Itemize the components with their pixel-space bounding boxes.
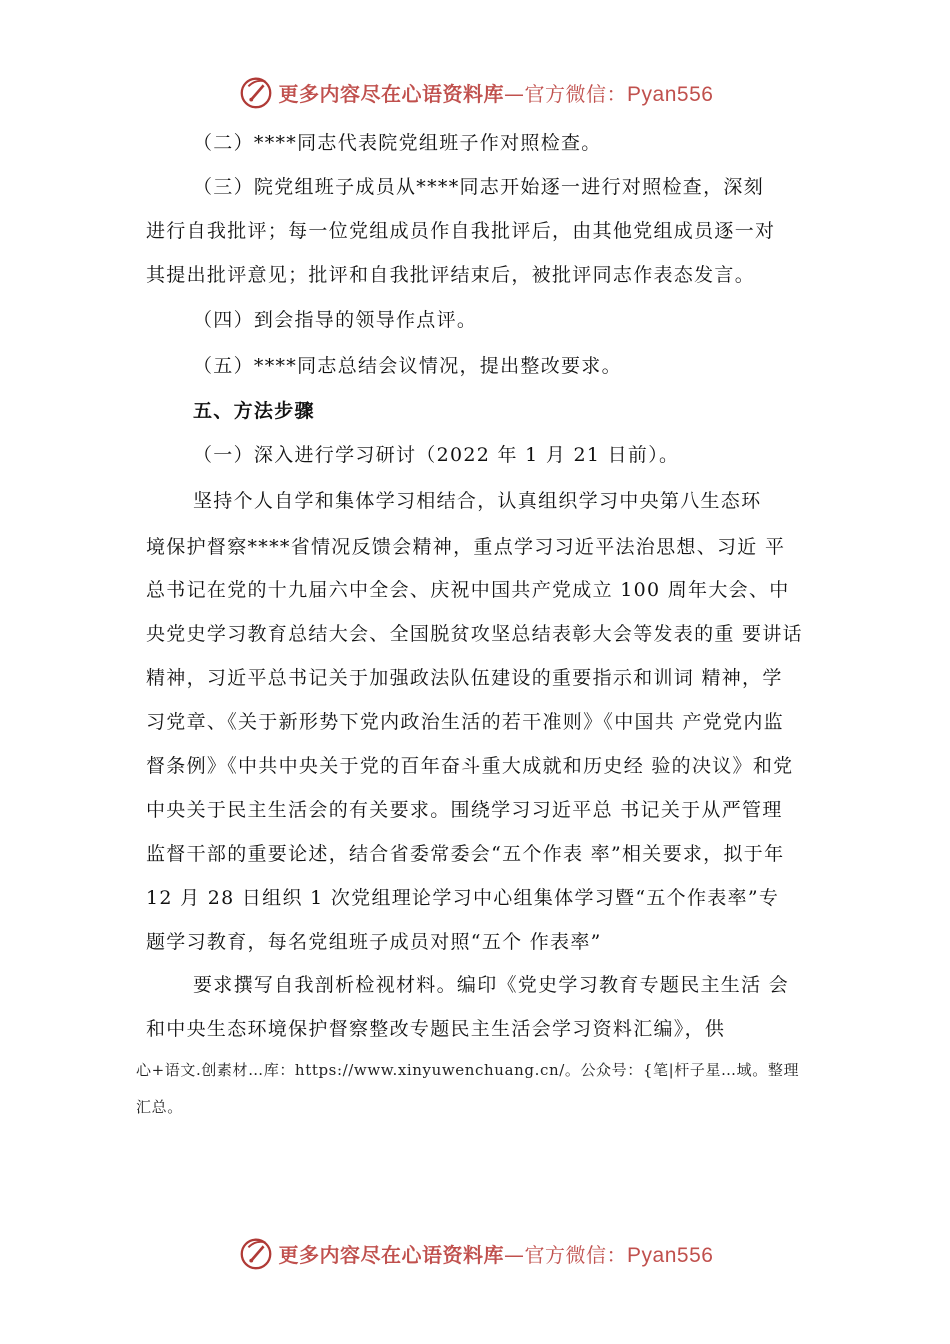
banner-text: [279, 1239, 714, 1268]
paragraph-line: 其提出批评意见；批评和自我批评结束后，被批评同志作表态发言。: [146, 264, 756, 286]
paragraph-line: （四）到会指导的领导作点评。: [193, 309, 478, 331]
paragraph-line: 央党史学习教育总结大会、全国脱贫攻坚总结表彰大会等发表的重 要讲话: [146, 623, 803, 645]
paragraph-line: 精神，习近平总书记关于加强政法队伍建设的重要指示和训词 精神，学: [146, 667, 783, 689]
paragraph-line: （三）院党组班子成员从****同志开始逐一进行对照检查，深刻: [193, 176, 765, 198]
paragraph-line: 坚持个人自学和集体学习相结合，认真组织学习中央第八生态环: [193, 490, 762, 512]
paragraph-line: 和中央生态环境保护督察整改专题民主生活会学习资料汇编》，供: [146, 1018, 726, 1040]
paragraph-line: 习党章、《关于新形势下党内政治生活的若干准则》《中国共 产党党内监: [146, 711, 784, 733]
footer-banner: [0, 1231, 950, 1275]
brand-logo-icon: [237, 73, 275, 111]
brand-logo-icon: [237, 1234, 275, 1272]
paragraph-line: 要求撰写自我剖析检视材料。编印《党史学习教育专题民主生活 会: [193, 974, 790, 996]
paragraph-line: 总书记在党的十九届六中全会、庆祝中国共产党成立 100 周年大会、中: [146, 579, 790, 601]
paragraph-line: （一）深入进行学习研讨（2022 年 1 月 21 日前）。: [193, 444, 680, 466]
source-note: 汇总。: [136, 1098, 183, 1116]
paragraph-line: 进行自我批评；每一位党组成员作自我批评后，由其他党组成员逐一对: [146, 220, 776, 242]
paragraph-line: 题学习教育，每名党组班子成员对照“五个 作表率”: [146, 931, 602, 953]
header-banner: [0, 70, 950, 114]
banner-text: [279, 78, 714, 107]
wechat-id: Pyan556: [627, 1243, 714, 1267]
banner-text-rest: —官方微信：: [504, 81, 628, 106]
paragraph-line: 12 月 28 日组织 1 次党组理论学习中心组集体学习暨“五个作表率”专: [146, 887, 780, 909]
source-note: 心+语文.创素材…库：https://www.xinyuwenchuang.cn/。公众号：{笔|杆子星…域。整理: [136, 1061, 800, 1079]
banner-text-bold: 更多内容尽在心语资料库: [278, 1242, 505, 1267]
paragraph-line: 境保护督察****省情况反馈会精神，重点学习习近平法治思想、习近 平: [146, 536, 786, 558]
paragraph-line: （二）****同志代表院党组班子作对照检查。: [193, 132, 602, 154]
paragraph-line: （五）****同志总结会议情况，提出整改要求。: [193, 355, 622, 377]
paragraph-line: 中央关于民主生活会的有关要求。围绕学习习近平总 书记关于从严管理: [146, 799, 783, 821]
banner-text-bold: 更多内容尽在心语资料库: [278, 81, 505, 106]
section-heading: 五、方法步骤: [193, 400, 315, 422]
paragraph-line: 督条例》《中共中央关于党的百年奋斗重大成就和历史经 验的决议》和党: [146, 755, 794, 777]
banner-text-rest: —官方微信：: [504, 1242, 628, 1267]
paragraph-line: 监督干部的重要论述，结合省委常委会“五个作表 率”相关要求，拟于年: [146, 843, 785, 865]
wechat-id: Pyan556: [627, 82, 714, 106]
